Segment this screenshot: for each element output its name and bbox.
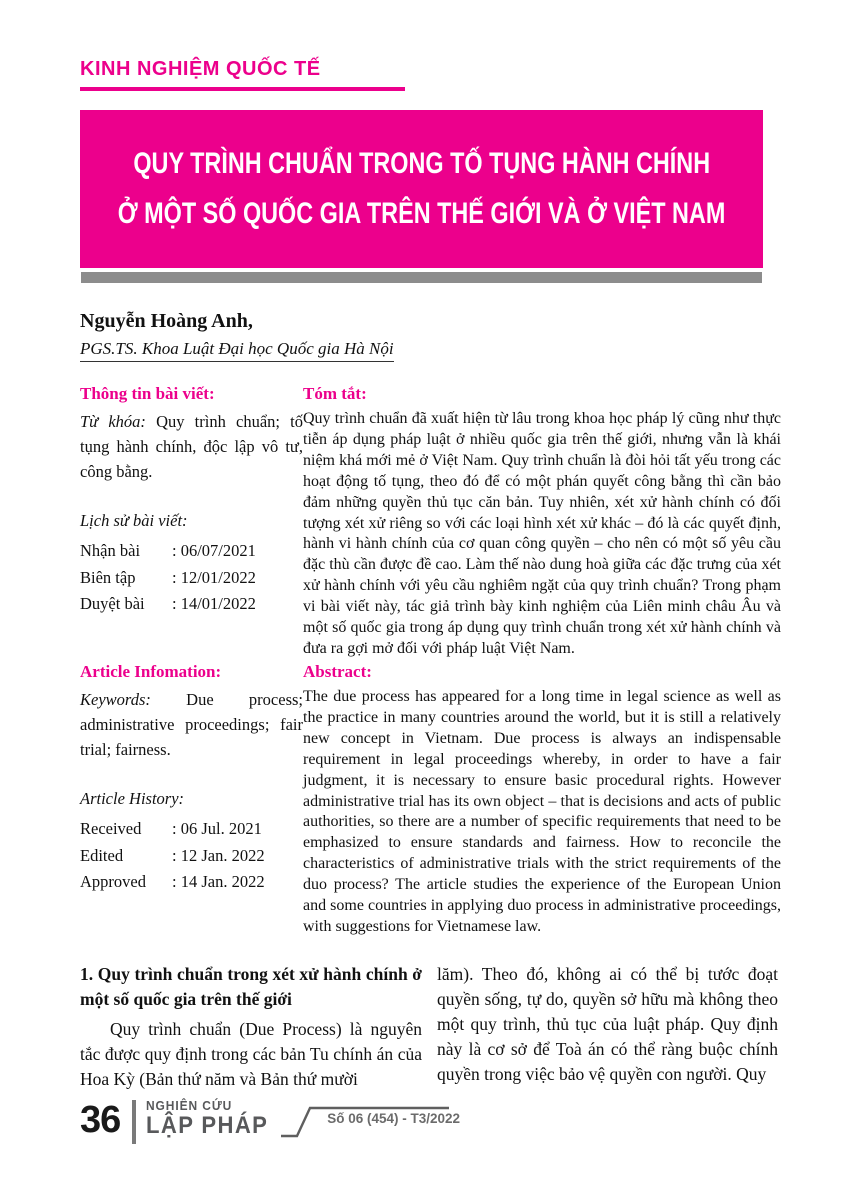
history-label: Approved <box>80 872 146 891</box>
keywords-en-paragraph <box>80 687 303 762</box>
journal-name-line1: NGHIÊN CỨU <box>146 1098 233 1113</box>
abstract-vi-section <box>303 384 781 660</box>
history-value: : 14 Jan. 2022 <box>172 872 265 891</box>
history-label: Edited <box>80 845 124 865</box>
history-row <box>80 538 303 565</box>
body-column-left <box>80 962 422 1092</box>
page-number: 36 <box>80 1099 121 1141</box>
keywords-en-label: Keywords: <box>80 690 151 709</box>
history-value: : 12/01/2022 <box>172 567 256 587</box>
history-en-heading: Article History: <box>80 789 185 808</box>
history-row <box>80 816 303 843</box>
abstract-en-heading: Abstract: <box>303 662 372 681</box>
article-info-en-section <box>80 662 303 896</box>
footer-divider-bar <box>132 1100 136 1144</box>
body-column-right <box>437 962 778 1087</box>
keywords-vi-text: Quy trình chuẩn; tố tụng hành chính, độc lập vô tư, công bằng. <box>80 412 303 481</box>
history-value: : 12 Jan. 2022 <box>172 845 265 865</box>
article-info-vi-heading: Thông tin bài viết: <box>80 384 215 403</box>
history-label: Received <box>80 819 142 838</box>
abstract-vi-heading: Tóm tắt: <box>303 384 367 403</box>
abstract-en-text: The due process has appeared for a long time in legal science as well as the practice in many countries around the world, but it is still a relatively new concept in Vietnam. Due process is always an indispensable requirement in legal proceedings whereby, in order to have a fair judgment, it is necessary to ensure basic procedural rights. However administrative trial has its own object – that is decisions and acts of public authorities, so there are a number of specific requirements that need to be emphasized to ensure standards and fairness. How to reconcile the characteristics of administrative trials with the strict requirements of the duo process? The article studies the experience of the European Union and some countries in applying duo process in administrative proceedings, with suggestions for Vietnamese law. <box>303 688 781 935</box>
history-value: : 06/07/2021 <box>172 541 256 560</box>
article-title-line-2: Ở MỘT SỐ QUỐC GIA TRÊN THẾ GIỚI VÀ Ở VIỆT NAM <box>117 197 726 230</box>
author-block <box>80 310 394 362</box>
page-footer <box>80 1098 461 1146</box>
article-info-en-heading: Article Infomation: <box>80 662 222 681</box>
history-label: Biên tập <box>80 567 136 587</box>
history-label: Duyệt bài <box>80 594 145 613</box>
keywords-vi-label: Từ khóa: <box>80 412 146 431</box>
author-name: Nguyễn Hoàng Anh, <box>80 310 253 332</box>
history-value: : 06 Jul. 2021 <box>172 819 262 838</box>
author-affiliation: PGS.TS. Khoa Luật Đại học Quốc gia Hà Nội <box>80 339 394 362</box>
kicker-underline <box>80 87 405 91</box>
article-title-banner <box>80 110 763 268</box>
body-paragraph: Quy trình chuẩn (Due Process) là nguyên tắc được quy định trong các bản Tu chính án của Hoa Kỳ (Bản thứ năm và Bản thứ mười <box>80 1019 422 1089</box>
abstract-vi-text: Quy trình chuẩn đã xuất hiện từ lâu trong khoa học pháp lý cũng như thực tiễn áp dụng pháp luật ở nhiều quốc gia trên thế giới, nhưng vẫn là khái niệm khá mới mẻ ở Việt Nam. Quy trình chuẩn là đòi hỏi tất yếu trong các hoạt động tố tụng, theo đó để có một phán quyết công bằng thì cần bảo đảm những quyền thủ tục căn bản. Tuy nhiên, xét xử hành chính có đối tượng xét xử riêng so với các loại hình xét xử khác – đó là các quyết định, hành vi hành chính của cơ quan công quyền – cho nên có một số yêu cầu đặc thù cần được đề cao. Làm thế nào dung hoà giữa các đặc trưng của xét xử hành chính với yêu cầu nghiêm ngặt của quy trình chuẩn? Trong phạm vi bài viết này, tác giả trình bày kinh nghiệm của Liên minh châu Âu và một số quốc gia trong áp dụng quy trình chuẩn trong xét xử hành chính và đưa ra gợi mở đối với pháp luật Việt Nam. <box>303 410 781 657</box>
journal-name-line2: LẬP PHÁP <box>146 1112 269 1139</box>
history-row <box>80 565 303 592</box>
article-title-line-1: QUY TRÌNH CHUẨN TRONG TỐ TỤNG HÀNH CHÍNH <box>133 147 710 180</box>
section-kicker: KINH NGHIỆM QUỐC TẾ <box>80 58 321 80</box>
history-row <box>80 869 303 896</box>
article-info-vi-section <box>80 384 303 618</box>
history-vi-heading: Lịch sử bài viết: <box>80 511 188 530</box>
history-value: : 14/01/2022 <box>172 594 256 613</box>
keywords-vi-paragraph <box>80 409 303 484</box>
banner-shadow-bar <box>81 272 762 283</box>
abstract-en-section <box>303 662 781 938</box>
history-label: Nhận bài <box>80 541 141 560</box>
issue-block <box>281 1098 461 1146</box>
body-paragraph: lăm). Theo đó, không ai có thể bị tước đoạt quyền sống, tự do, quyền sở hữu mà không theo một quy trình, thủ tục của luật pháp. Quy định này là cơ sở để Toà án có thể ràng buộc chính quyền trong việc bảo vệ quyền con người. Quy <box>437 964 778 1084</box>
keywords-en-text: Due process; administrative proceedings; fair trial; fairness. <box>80 690 304 759</box>
issue-label: Số 06 (454) - T3/2022 <box>327 1111 461 1126</box>
history-row <box>80 843 303 870</box>
body-section-heading: 1. Quy trình chuẩn trong xét xử hành chính ở một số quốc gia trên thế giới <box>80 964 422 1009</box>
journal-logo <box>146 1098 279 1146</box>
history-row <box>80 591 303 618</box>
